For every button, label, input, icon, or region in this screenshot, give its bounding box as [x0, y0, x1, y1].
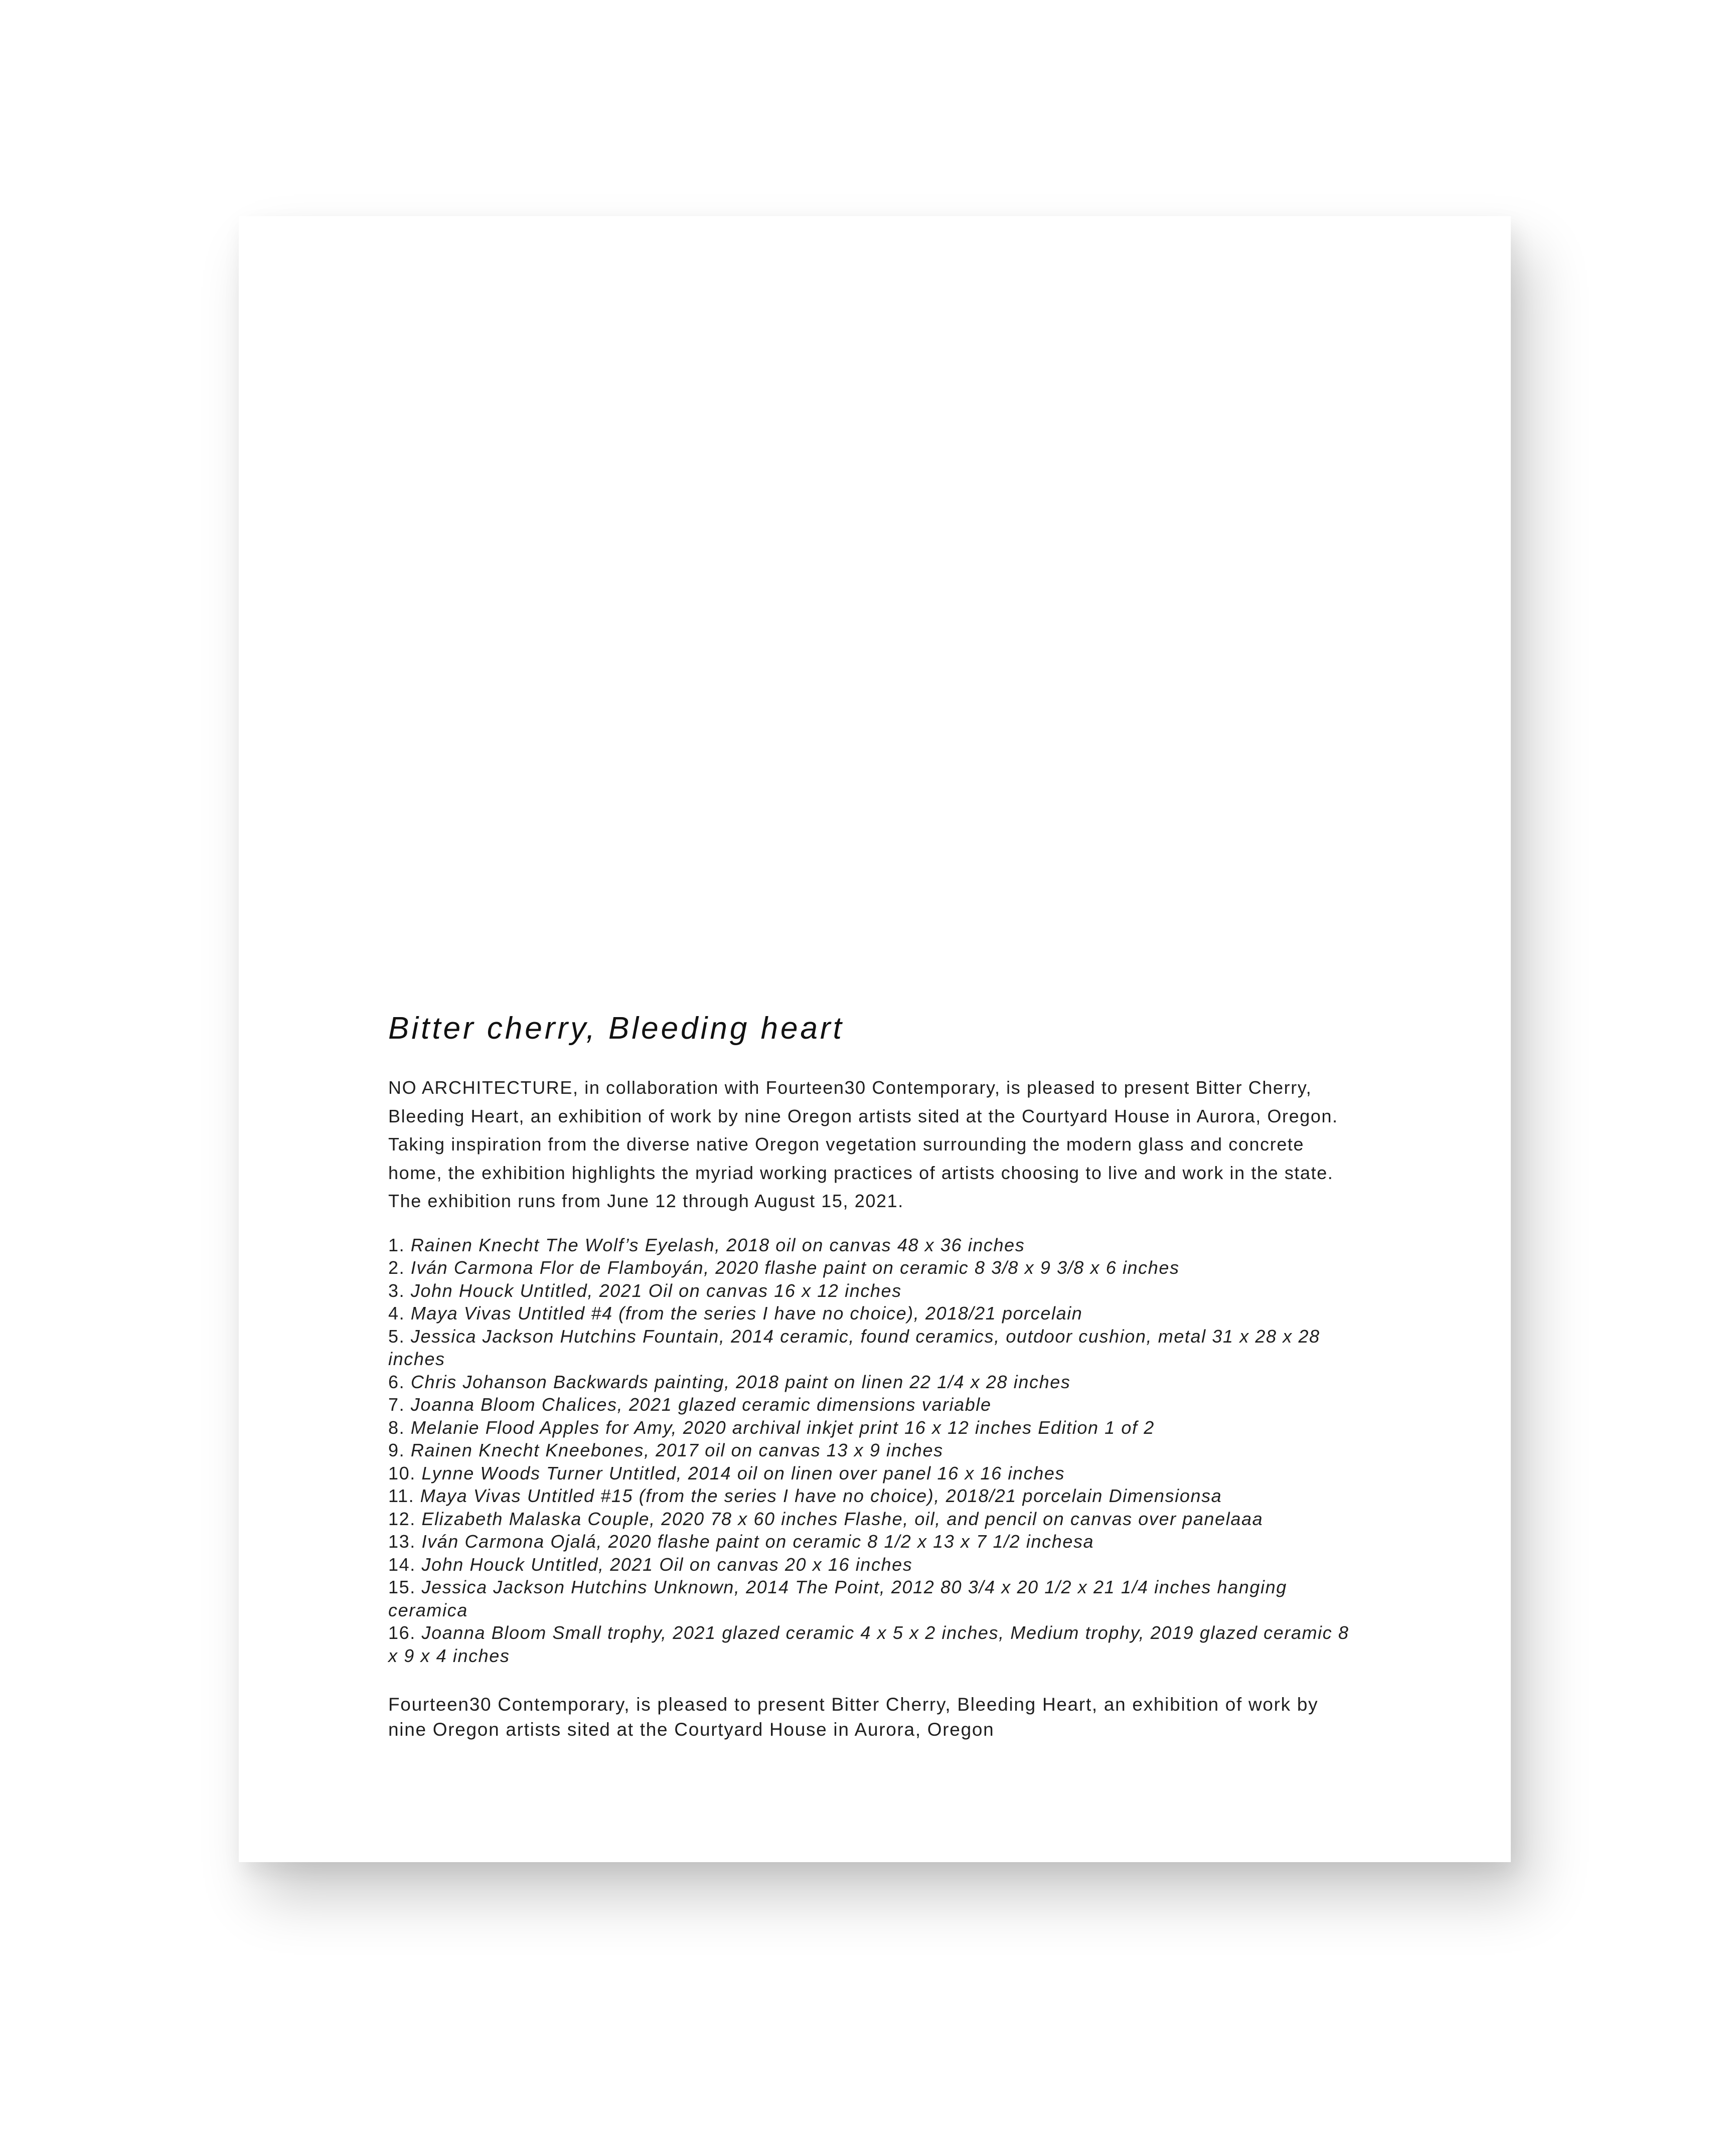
work-number: 1.	[388, 1234, 405, 1255]
work-list-item	[388, 1553, 1356, 1576]
work-number: 3.	[388, 1280, 405, 1301]
work-description: Jessica Jackson Hutchins Unknown, 2014 The Point, 2012 80 3/4 x 20 1/2 x 21 1/4 inches hanging ceramica	[388, 1577, 1287, 1620]
work-list-item	[388, 1484, 1356, 1508]
work-description: Jessica Jackson Hutchins Fountain, 2014 ceramic, found ceramics, outdoor cushion, metal 31 x 28 x 28 inches	[388, 1326, 1320, 1369]
work-number: 12.	[388, 1508, 416, 1529]
document-title: Bitter cherry, Bleeding heart	[388, 1011, 844, 1046]
work-number: 6.	[388, 1371, 405, 1392]
work-list-item	[388, 1279, 1356, 1302]
work-number: 5.	[388, 1326, 405, 1347]
works-list	[388, 1234, 1356, 1668]
work-list-item	[388, 1530, 1356, 1553]
work-number: 16.	[388, 1622, 416, 1643]
work-description: Chris Johanson Backwards painting, 2018 paint on linen 22 1/4 x 28 inches	[410, 1371, 1071, 1392]
work-number: 11.	[388, 1485, 415, 1506]
work-list-item	[388, 1325, 1356, 1371]
work-list-item	[388, 1393, 1356, 1416]
work-number: 15.	[388, 1577, 416, 1597]
work-list-item	[388, 1576, 1356, 1621]
work-description: Lynne Woods Turner Untitled, 2014 oil on linen over panel 16 x 16 inches	[421, 1462, 1065, 1483]
work-description: Iván Carmona Flor de Flamboyán, 2020 flashe paint on ceramic 8 3/8 x 9 3/8 x 6 inches	[410, 1257, 1180, 1278]
work-description: Joanna Bloom Chalices, 2021 glazed ceramic dimensions variable	[410, 1394, 992, 1415]
work-list-item	[388, 1302, 1356, 1325]
work-list-item	[388, 1462, 1356, 1485]
work-list-item	[388, 1256, 1356, 1279]
work-description: Melanie Flood Apples for Amy, 2020 archival inkjet print 16 x 12 inches Edition 1 of 2	[410, 1417, 1155, 1438]
work-list-item	[388, 1439, 1356, 1462]
work-description: John Houck Untitled, 2021 Oil on canvas 20 x 16 inches	[421, 1554, 913, 1575]
work-number: 10.	[388, 1462, 416, 1483]
work-number: 9.	[388, 1440, 405, 1460]
work-number: 13.	[388, 1531, 416, 1552]
work-number: 2.	[388, 1257, 405, 1278]
work-number: 4.	[388, 1303, 405, 1324]
work-description: Rainen Knecht The Wolf’s Eyelash, 2018 oil on canvas 48 x 36 inches	[410, 1234, 1025, 1255]
work-description: Elizabeth Malaska Couple, 2020 78 x 60 inches Flashe, oil, and pencil on canvas over panelaaa	[421, 1508, 1264, 1529]
document-sheet	[239, 216, 1511, 1862]
work-description: Joanna Bloom Small trophy, 2021 glazed ceramic 4 x 5 x 2 inches, Medium trophy, 2019 glazed ceramic 8 x 9 x 4 inches	[388, 1622, 1349, 1666]
work-list-item	[388, 1371, 1356, 1394]
work-description: Iván Carmona Ojalá, 2020 flashe paint on ceramic 8 1/2 x 13 x 7 1/2 inchesa	[421, 1531, 1094, 1552]
work-list-item	[388, 1508, 1356, 1531]
closing-paragraph: Fourteen30 Contemporary, is pleased to present Bitter Cherry, Bleeding Heart, an exhibition of work by nine Oregon artists sited at the Courtyard House in Aurora, Oregon	[388, 1694, 1319, 1740]
work-list-item	[388, 1621, 1356, 1667]
document-content	[388, 1009, 1356, 1761]
work-description: Maya Vivas Untitled #4 (from the series I have no choice), 2018/21 porcelain	[410, 1303, 1083, 1324]
work-number: 14.	[388, 1554, 416, 1575]
work-description: Rainen Knecht Kneebones, 2017 oil on canvas 13 x 9 inches	[410, 1440, 943, 1460]
work-description: John Houck Untitled, 2021 Oil on canvas 16 x 12 inches	[410, 1280, 902, 1301]
work-number: 8.	[388, 1417, 405, 1438]
intro-paragraph: NO ARCHITECTURE, in collaboration with Fourteen30 Contemporary, is pleased to present Bitter Cherry, Bleeding Heart, an exhibition of work by nine Oregon artists sited at the Courtyard House in Aurora, Oregon. Taking inspiration from the diverse native Oregon vegetation surrounding the modern glass and concrete home, the exhibition highlights the myriad working practices of artists choosing to live and work in the state. The exhibition runs from June 12 through August 15, 2021.	[388, 1077, 1338, 1211]
work-list-item	[388, 1416, 1356, 1439]
work-list-item	[388, 1234, 1356, 1257]
work-number: 7.	[388, 1394, 405, 1415]
work-description: Maya Vivas Untitled #15 (from the series I have no choice), 2018/21 porcelain Dimensionsa	[420, 1485, 1222, 1506]
